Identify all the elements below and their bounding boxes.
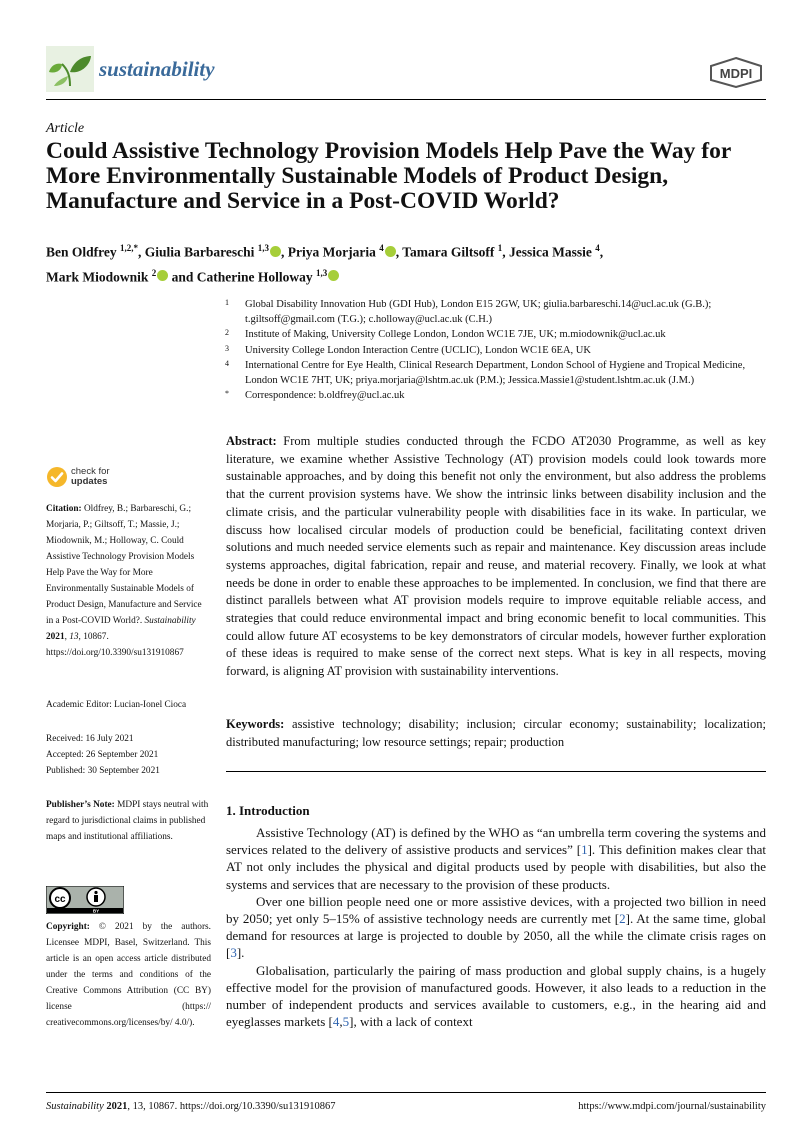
author-affiliation-marker: 1,2,* [120, 243, 138, 253]
section-divider [226, 771, 766, 772]
svg-text:cc: cc [54, 894, 66, 905]
published-date: Published: 30 September 2021 [46, 766, 160, 776]
citation-link[interactable]: 2 [619, 911, 626, 927]
affiliation-text: International Centre for Eye Health, Clinical Research Department, London School of Hygiene and Tropical Medicine, London WC1E 7HT, UK; priya.morjaria@lshtm.ac.uk (P.M.); Jessica.Massie1@student.lshtm.ac.uk (J.M.) [245, 359, 746, 387]
affiliations [225, 297, 770, 403]
affiliation-item [225, 327, 770, 342]
orcid-icon[interactable] [385, 246, 396, 257]
affiliation-text: Global Disability Innovation Hub (GDI Hub), London E15 2GW, UK; giulia.barbareschi.14@ucl.ac.uk (G.B.); t.giltsoff@gmail.com (T.G.); c.holloway@ucl.ac.uk (C.H.) [245, 299, 712, 326]
received-date: Received: 16 July 2021 [46, 734, 134, 744]
author-affiliation-marker: 4 [595, 243, 600, 253]
mdpi-logo-icon [707, 56, 765, 88]
affiliation-item [225, 388, 770, 403]
keywords-text: assistive technology; disability; inclusion; circular economy; sustainability; localization; distributed manufacturing; low resource settings; repair; production [226, 717, 766, 749]
affiliation-number: 1 [225, 298, 229, 307]
journal-name: sustainability [99, 57, 215, 81]
article-type: Article [46, 121, 85, 136]
author-name: Giulia Barbareschi [144, 244, 258, 260]
citation-link[interactable]: 5 [342, 1014, 350, 1030]
author-name: Mark Miodownik [46, 269, 152, 284]
affiliation-number: 4 [225, 358, 229, 368]
author-affiliation-marker: 2 [151, 267, 157, 278]
section-heading-introduction: 1. Introduction [226, 803, 310, 818]
keywords [226, 716, 766, 751]
footer-citation: Sustainability 2021, 13, 10867. https://doi.org/10.3390/su131910867 [46, 1101, 336, 1112]
citation-block: Citation: Oldfrey, B.; Barbareschi, G.; Morjaria, P.; Giltsoff, T.; Massie, J.; Miodownik, M.; Holloway, C. Could Assistive Technology Provision Models Help Pave the Way for More Environmentally Sustainable Models of Product Design, Manufacture and Service in a Post-COVID World?. Sustainability 2021, 13, 10867. https://doi.org/10.3390/su131910867 [46, 504, 202, 658]
academic-editor: Academic Editor: Lucian-Ionel Cioca [46, 700, 187, 710]
check-for-updates-button[interactable] [46, 466, 110, 488]
paragraph: Assistive Technology (AT) is defined by the WHO as “an umbrella term covering the systems and services related to the delivery of assistive products and services” [1]. This definition makes clear that AT not only includes the physical and digital products used by people with disabilities, but also the systems and services that are necessary to the provision of these products. [226, 825, 766, 892]
author-affiliation-marker: 1,3 [257, 243, 270, 253]
cc-by-license-icon[interactable] [46, 886, 124, 914]
affiliation-number: * [225, 389, 229, 399]
affiliation-number: 3 [225, 343, 229, 353]
abstract-text: From multiple studies conducted through the FCDO AT2030 Programme, as well as key literature, we examine whether Assistive Technology (AT) provision models could look towards more sustainable approaches, and by doing this benefit not only the environment, but also address the problems that the current provision systems have. We show the intrinsic links between disability inclusion and the climate crisis, and the particular vulnerability people with disabilities face in its wake. In particular, we discuss how localised circular models of production could be beneficial, facilitating context driven solutions and much needed service elements such as repair and maintenance. Key discussion areas include systems approaches, digital fabrication, repair and reuse, and material recovery. Finally, we look at what needs be done in order to enable these approaches to be implemented. In conclusion, we find that there are distinct parallels between what AT provision models require to improve equitable reliable access, and strategies that could reduce environmental impact and bring economic benefit to local communities. This could allow future AT ecosystems to be key demonstrators of circular models, however further exploration of these ideas is required to make sense of the correct next steps. What is key in all respects, moving forward, is aligning AT provision with sustainability interventions. [226, 434, 766, 679]
article-title: Could Assistive Technology Provision Models Help Pave the Way for More Environmentally Sustainable Models of Product Design, Manufacture and Service in a Post-COVID World? [46, 138, 731, 214]
footer-divider [46, 1092, 766, 1093]
affiliation-text: Institute of Making, University College London, London WC1E 7JE, UK; m.miodownik@ucl.ac.uk [245, 329, 666, 341]
accepted-date: Accepted: 26 September 2021 [46, 750, 159, 760]
publication-dates [46, 731, 211, 779]
abstract [226, 433, 766, 681]
orcid-icon[interactable] [157, 270, 168, 281]
orcid-icon[interactable] [270, 246, 281, 257]
keywords-label: Keywords: [226, 717, 285, 731]
author-affiliation-marker: 1 [497, 243, 503, 253]
author-list: Ben Oldfrey $^{1,2,*}$, Giulia Barbareschi $^{1,3}$ , Priya Morjaria $^4$ , Tamara Giltsoff $^1$, Jessica Massie $^4$, Mark Miodownik $^2$ and Catherine Holloway $^{1,3}$ [46, 243, 604, 284]
author-affiliation-marker: 1,3 [316, 267, 328, 278]
publisher-name: MDPI [719, 66, 753, 81]
paragraph: Over one billion people need one or more assistive devices, with a projected two billion in need by 2050; yet only 5–15% of assistive technology needs are currently met [2]. At the same time, global demand for resources at large is projected to double by 2050, all the while the climate crisis rages on [3]. [226, 893, 766, 961]
svg-text:BY: BY [92, 908, 100, 914]
check-updates-icon [46, 466, 68, 488]
orcid-icon[interactable] [328, 270, 339, 281]
citation-link[interactable]: 4 [332, 1014, 340, 1030]
citation-link[interactable]: 3 [230, 945, 237, 961]
author-name: Jessica Massie [509, 244, 596, 260]
author-name: Priya Morjaria [287, 244, 380, 260]
affiliation-item [225, 297, 770, 327]
check-updates-label: check for updates [71, 466, 110, 487]
sustainability-leaf-logo-icon [46, 46, 94, 92]
paragraph: Globalisation, particularly the pairing of mass production and global supply chains, is a hugely effective model for the provision of manufactured goods. However, it also leads to a reduction in the number of independent products and services available to customers, e.g., in the hearing aid and eyeglasses markets [4,5], with a lack of context [226, 962, 766, 1030]
copyright-notice: Copyright: © 2021 by the authors. Licensee MDPI, Basel, Switzerland. This article is an open access article distributed under the terms and conditions of the Creative Commons Attribution (CC BY) license (https:// creativecommons.org/licenses/by/ 4.0/). [46, 922, 211, 1028]
citation-link[interactable]: 1 [581, 842, 588, 858]
author-name: Tamara Giltsoff [402, 244, 498, 260]
affiliation-text: University College London Interaction Centre (UCLIC), London WC1E 6EA, UK [245, 344, 591, 356]
footer-journal-url[interactable]: https://www.mdpi.com/journal/sustainability [578, 1101, 766, 1112]
author-name: Catherine Holloway [196, 269, 317, 284]
author-affiliation-marker: 4 [379, 243, 384, 253]
abstract-label: Abstract: [226, 434, 277, 448]
affiliation-text: Correspondence: b.oldfrey@ucl.ac.uk [245, 390, 405, 402]
publisher-note: Publisher’s Note: MDPI stays neutral with regard to jurisdictional claims in published maps and institutional affiliations. [46, 800, 209, 842]
affiliation-item [225, 343, 770, 358]
header-divider [46, 99, 766, 100]
affiliation-number: 2 [225, 328, 229, 338]
introduction-body [226, 824, 766, 1030]
author-name: Ben Oldfrey [46, 244, 120, 260]
affiliation-item [225, 358, 770, 388]
